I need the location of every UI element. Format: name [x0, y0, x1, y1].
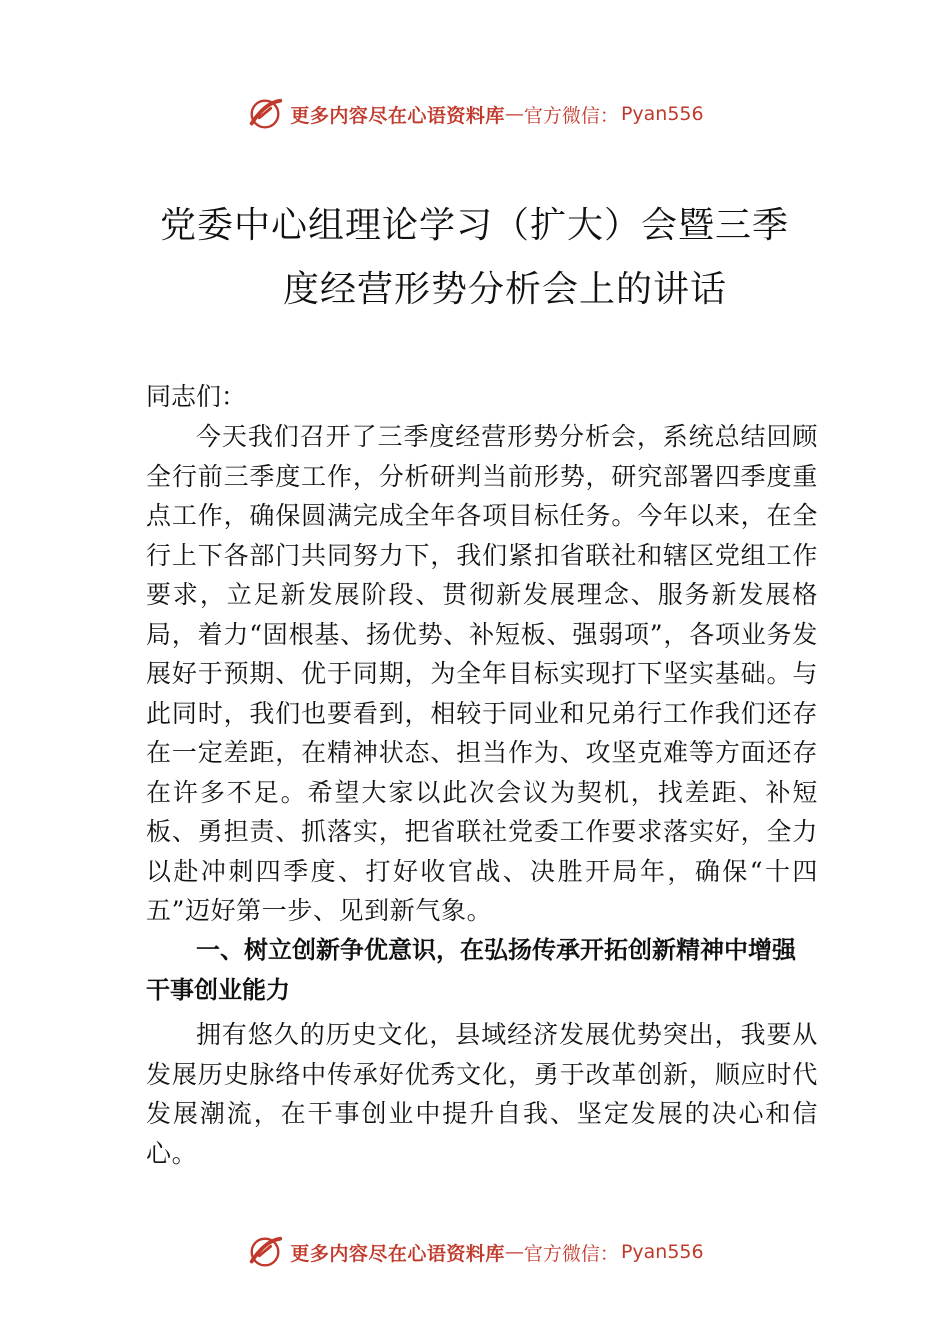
- body-paragraph-1: 今天我们召开了三季度经营形势分析会，系统总结回顾全行前三季度工作，分析研判当前形势，研究部署四季度重点工作，确保圆满完成全年各项目标任务。今年以来，在全行上下各部门共同努力下，我们紧扣省联社和辖区党组工作要求，立足新发展阶段、贯彻新发展理念、服务新发展格局，着力“固根基、扬优势、补短板、强弱项”，各项业务发展好于预期、优于同期，为全年目标实现打下坚实基础。与此同时，我们也要看到，相较于同业和兄弟行工作我们还存在一定差距，在精神状态、担当作为、攻坚克难等方面还存在许多不足。希望大家以此次会议为契机，找差距、补短板、勇担责、抓落实，把省联社党委工作要求落实好，全力以赴冲刺四季度、打好收官战、决胜开局年，确保“十四五”迈好第一步、见到新气象。: [146, 422, 818, 925]
- document-title-line2: 度经营形势分析会上的讲话: [283, 269, 728, 310]
- section-heading-1: 一、树立创新争优意识，在弘扬传承开拓创新精神中增强干事创业能力: [146, 936, 796, 1004]
- banner-wechat-label: 官方微信：: [523, 104, 619, 127]
- banner-dash: —: [504, 103, 524, 125]
- body-paragraph-2: 拥有悠久的历史文化，县域经济发展优势突出，我要从发展历史脉络中传承好优秀文化，勇于改革创新，顺应时代发展潮流，在干事创业中提升自我、坚定发展的决心和信心。: [146, 1020, 818, 1168]
- salutation: 同志们：: [146, 382, 247, 411]
- header-banner: [0, 92, 950, 136]
- banner-wechat-label: 官方微信：: [523, 1242, 619, 1265]
- brush-seal-logo-icon: [246, 95, 284, 133]
- banner-text: 更多内容尽在心语资料库: [290, 104, 505, 127]
- banner-wechat-id: Pyan556: [620, 1241, 704, 1263]
- footer-banner: [0, 1230, 950, 1274]
- brush-seal-logo-icon: [246, 1233, 284, 1271]
- banner-text: 更多内容尽在心语资料库: [290, 1242, 505, 1265]
- banner-wechat-id: Pyan556: [620, 103, 704, 125]
- document-title-line1: 党委中心组理论学习（扩大）会暨三季: [160, 205, 790, 246]
- banner-dash: —: [504, 1241, 524, 1263]
